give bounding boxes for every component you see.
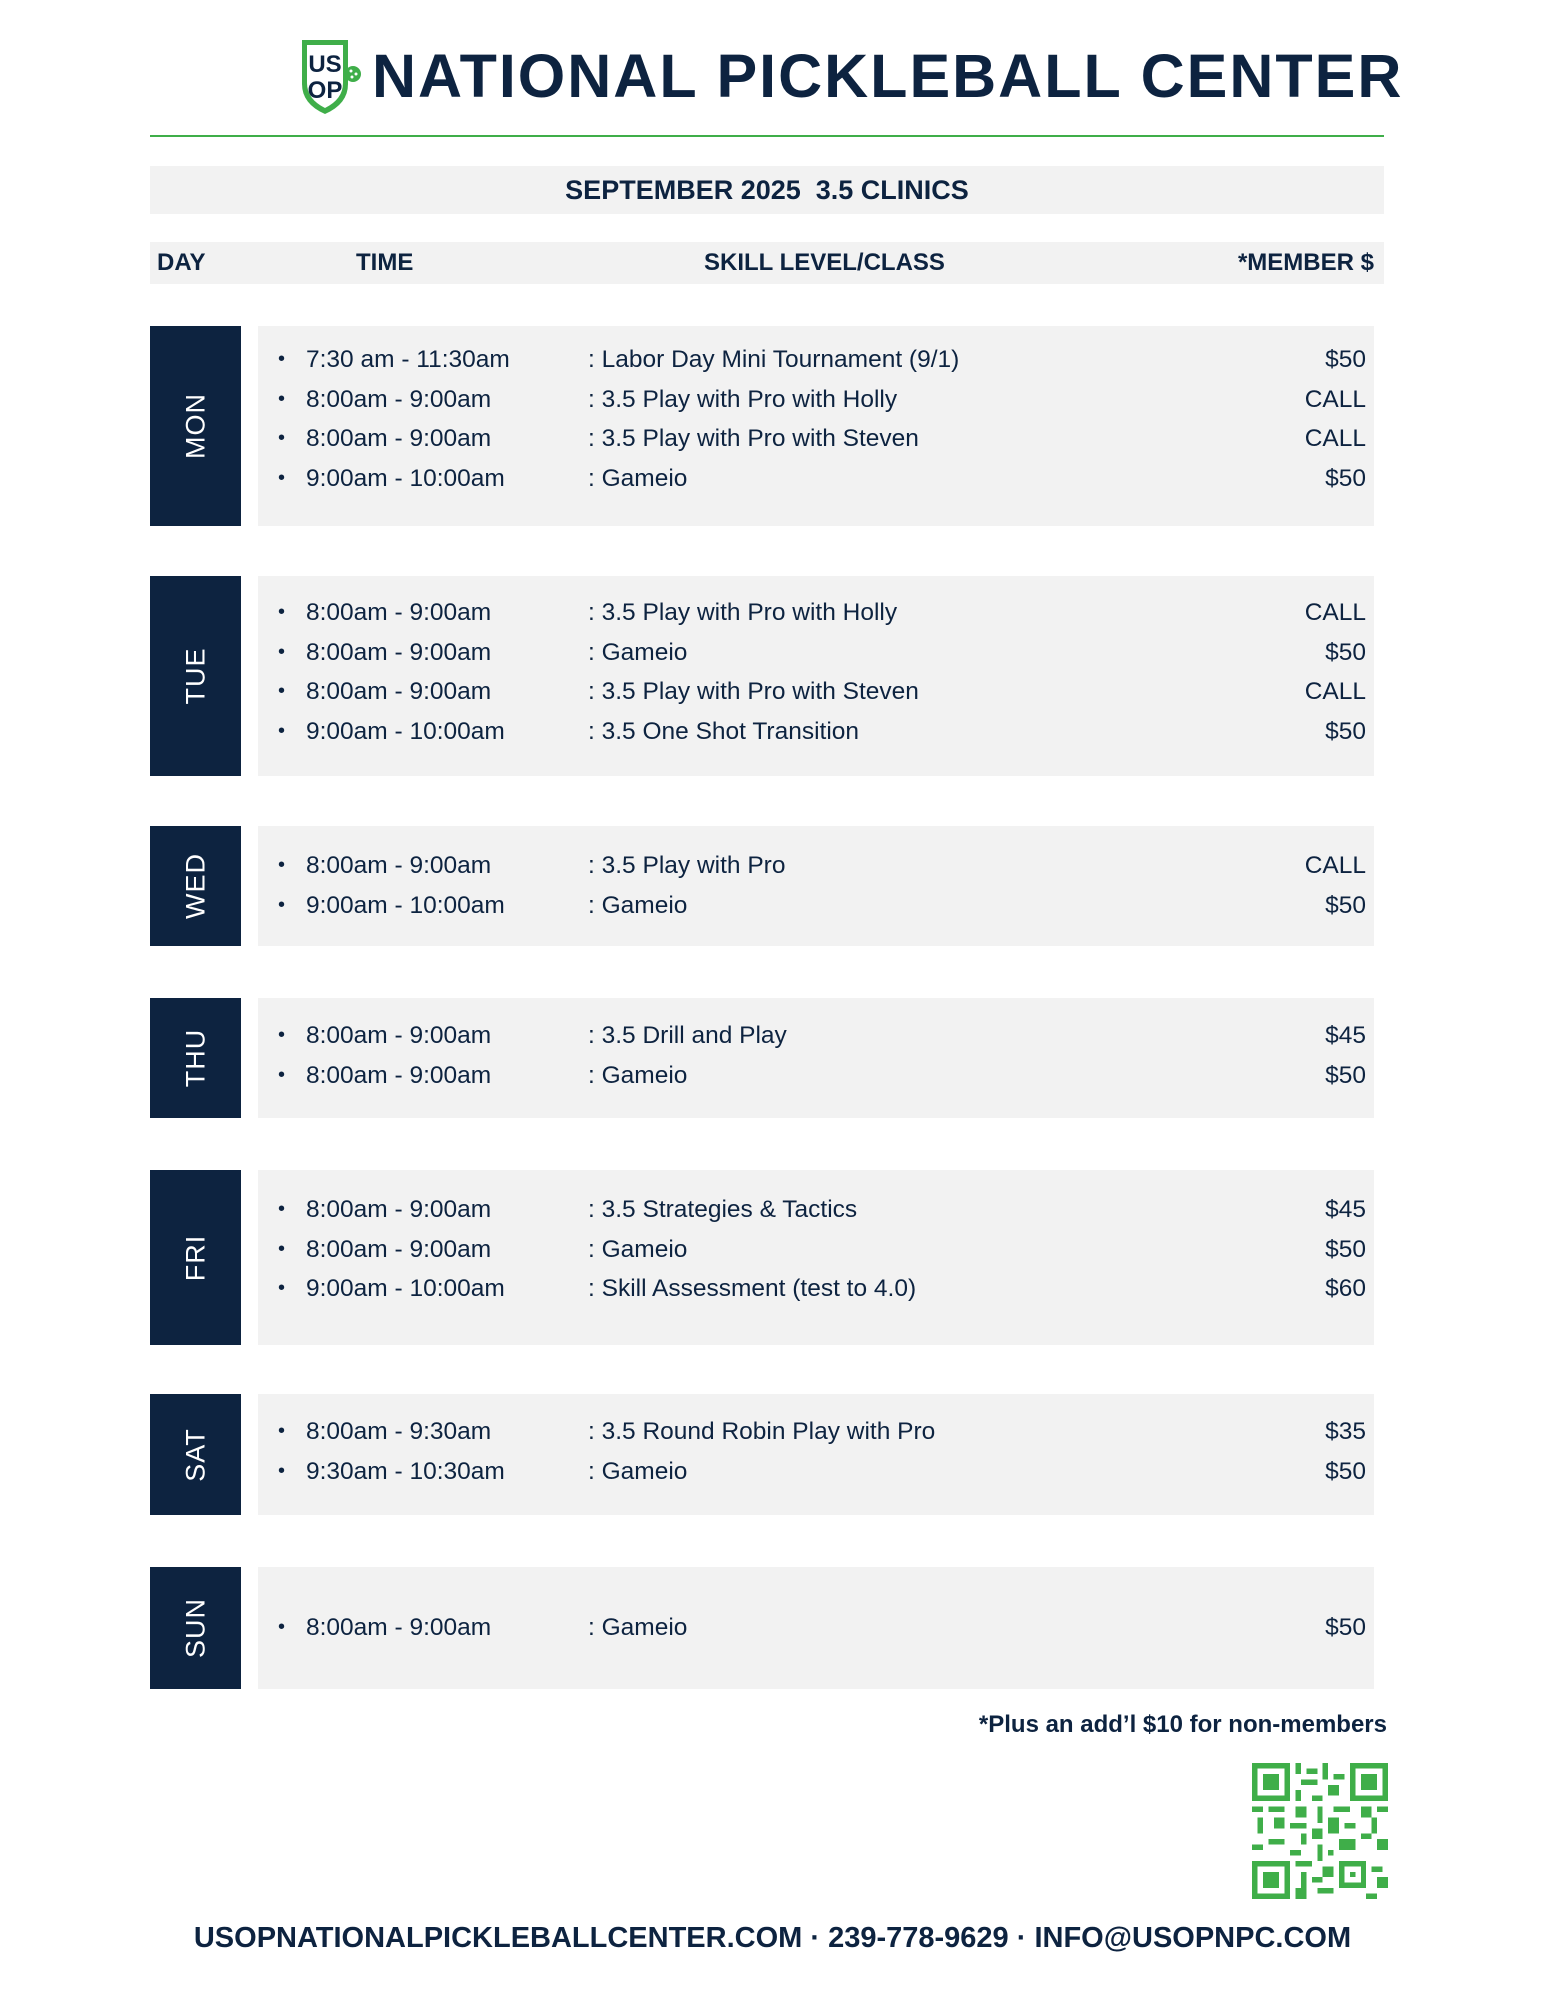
class-row: • 8:00am - 9:00am : 3.5 Play with Pro CALL [258, 846, 1374, 886]
day-label: MON [180, 393, 210, 459]
class-time: 8:00am - 9:00am [306, 425, 492, 452]
day-tab [150, 826, 241, 946]
day-block-mon [150, 326, 1384, 526]
class-price: $50 [1325, 891, 1366, 919]
class-time: 9:00am - 10:00am [306, 1275, 505, 1302]
day-block-wed [150, 826, 1384, 946]
class-price: $50 [1325, 1614, 1366, 1641]
class-price: $50 [1325, 638, 1366, 666]
class-time: 9:00am - 10:00am [306, 464, 505, 492]
class-time: 8:00am - 9:00am [306, 1196, 492, 1223]
class-row: • 8:00am - 9:00am : 3.5 Play with Pro with Holly CALL [258, 593, 1374, 633]
day-tab [150, 1170, 241, 1345]
class-row: • 9:00am - 10:00am : Gameio $50 [258, 886, 1374, 926]
class-price: $50 [1325, 1235, 1366, 1263]
class-row: • 9:30am - 10:30am : Gameio $50 [258, 1452, 1374, 1492]
column-time: TIME [356, 249, 414, 276]
class-row: • 8:00am - 9:00am : 3.5 Play with Pro with Steven CALL [258, 672, 1374, 712]
class-row: • 7:30 am - 11:30am : Labor Day Mini Tournament (9/1) $50 [258, 340, 1374, 380]
usop-logo [298, 36, 362, 116]
class-price: CALL [1304, 678, 1366, 705]
class-time: 8:00am - 9:00am [306, 638, 492, 666]
day-label: THU [180, 1028, 210, 1088]
class-name: : Gameio [588, 464, 688, 492]
class-time: 8:00am - 9:00am [306, 678, 492, 705]
day-panel [258, 826, 1374, 946]
day-tab [150, 998, 241, 1118]
day-tab [150, 1394, 241, 1515]
class-price: $45 [1325, 1022, 1366, 1049]
svg-text:US: US [308, 51, 342, 78]
class-name: : 3.5 Play with Pro with Holly [588, 385, 898, 413]
class-name: : 3.5 One Shot Transition [588, 717, 860, 745]
class-price: $50 [1325, 717, 1366, 745]
day-label: FRI [180, 1234, 210, 1281]
class-row: • 9:00am - 10:00am : Gameio $50 [258, 459, 1374, 499]
day-block-tue [150, 576, 1384, 776]
class-time: 8:00am - 9:00am [306, 852, 492, 879]
class-price: $45 [1325, 1196, 1366, 1223]
class-row: • 8:00am - 9:00am : 3.5 Strategies & Tactics $45 [258, 1190, 1374, 1230]
day-panel [258, 998, 1374, 1118]
class-name: : Labor Day Mini Tournament (9/1) [588, 346, 960, 373]
class-row: • 9:00am - 10:00am : 3.5 One Shot Transition $50 [258, 712, 1374, 752]
class-row: • 8:00am - 9:30am : 3.5 Round Robin Play with Pro $35 [258, 1412, 1374, 1452]
class-time: 8:00am - 9:00am [306, 1061, 492, 1089]
class-name: : Gameio [588, 1235, 688, 1263]
schedule-title: SEPTEMBER 2025 3.5 CLINICS [150, 166, 1384, 214]
day-block-sat [150, 1394, 1384, 1515]
class-time: 8:00am - 9:30am [306, 1418, 492, 1445]
class-row: • 8:00am - 9:00am : Gameio $50 [258, 633, 1374, 673]
class-time: 9:00am - 10:00am [306, 891, 505, 919]
class-name: : 3.5 Play with Pro with Steven [588, 678, 919, 705]
column-member-price: *MEMBER $ [1237, 249, 1374, 276]
brand-title: NATIONAL PICKLEBALL CENTER [372, 42, 1404, 110]
day-block-sun [150, 1567, 1384, 1689]
class-price: $60 [1325, 1275, 1366, 1302]
class-time: 8:00am - 9:00am [306, 1022, 492, 1049]
day-label: WED [180, 853, 210, 919]
class-row: • 8:00am - 9:00am : 3.5 Drill and Play $45 [258, 1016, 1374, 1056]
class-price: CALL [1304, 599, 1366, 626]
class-row: • 8:00am - 9:00am : 3.5 Play with Pro with Holly CALL [258, 380, 1374, 420]
class-name: : Gameio [588, 1614, 688, 1641]
header-divider [150, 135, 1384, 137]
class-price: CALL [1304, 385, 1366, 413]
svg-text:OP: OP [307, 77, 343, 104]
class-name: : 3.5 Play with Pro [588, 852, 786, 879]
column-day: DAY [157, 249, 206, 276]
day-label: TUE [180, 647, 210, 705]
class-name: : 3.5 Drill and Play [588, 1022, 787, 1049]
day-block-thu [150, 998, 1384, 1118]
class-name: : Skill Assessment (test to 4.0) [588, 1275, 917, 1302]
contact-info: USOPNATIONALPICKLEBALLCENTER.COM · 239-778-9629 · INFO@USOPNPC.COM [193, 1922, 1352, 1954]
day-panel [258, 1567, 1374, 1689]
class-name: : 3.5 Play with Pro with Holly [588, 599, 898, 626]
class-name: : 3.5 Play with Pro with Steven [588, 425, 919, 452]
class-price: $50 [1325, 464, 1366, 492]
class-price: $50 [1325, 1457, 1366, 1485]
class-name: : 3.5 Strategies & Tactics [588, 1196, 858, 1223]
header [0, 36, 1545, 116]
class-price: $50 [1325, 1061, 1366, 1089]
day-block-fri [150, 1170, 1384, 1345]
class-time: 9:30am - 10:30am [306, 1457, 505, 1485]
day-panel [258, 326, 1374, 526]
class-time: 9:00am - 10:00am [306, 717, 505, 745]
class-price: CALL [1304, 425, 1366, 452]
day-tab [150, 326, 241, 526]
class-row: • 8:00am - 9:00am : 3.5 Play with Pro with Steven CALL [258, 419, 1374, 459]
class-time: 8:00am - 9:00am [306, 599, 492, 626]
non-member-note: *Plus an add’l $10 for non-members [978, 1711, 1387, 1738]
day-label: SUN [180, 1597, 210, 1659]
day-panel [258, 1170, 1374, 1345]
class-row: • 8:00am - 9:00am : Gameio $50 [258, 1056, 1374, 1096]
day-panel [258, 1394, 1374, 1515]
day-tab [150, 1567, 241, 1689]
column-class: SKILL LEVEL/CLASS [704, 249, 945, 276]
class-row: • 8:00am - 9:00am : Gameio $50 [258, 1608, 1374, 1648]
class-name: : 3.5 Round Robin Play with Pro [588, 1418, 936, 1445]
day-panel [258, 576, 1374, 776]
class-row: • 9:00am - 10:00am : Skill Assessment (test to 4.0) $60 [258, 1269, 1374, 1309]
class-time: 7:30 am - 11:30am [306, 346, 510, 373]
day-tab [150, 576, 241, 776]
class-time: 8:00am - 9:00am [306, 1614, 492, 1641]
day-label: SAT [180, 1427, 210, 1482]
class-name: : Gameio [588, 1457, 688, 1485]
class-name: : Gameio [588, 891, 688, 919]
class-price: $35 [1325, 1418, 1366, 1445]
class-time: 8:00am - 9:00am [306, 385, 492, 413]
class-price: $50 [1325, 346, 1366, 373]
class-row: • 8:00am - 9:00am : Gameio $50 [258, 1230, 1374, 1270]
class-name: : Gameio [588, 638, 688, 666]
class-time: 8:00am - 9:00am [306, 1235, 492, 1263]
class-price: CALL [1304, 852, 1366, 879]
class-name: : Gameio [588, 1061, 688, 1089]
qr-code[interactable] [1252, 1763, 1388, 1899]
column-header-row [150, 242, 1384, 284]
